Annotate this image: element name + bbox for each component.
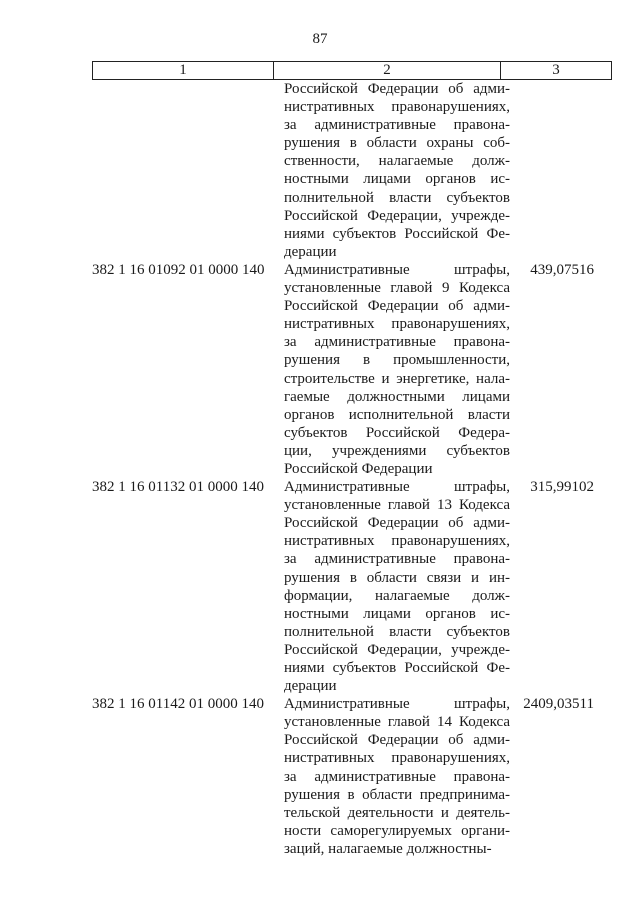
description-line: нистративных правонарушениях,: [284, 750, 510, 767]
description-line: Российской Федерации, учрежде-: [284, 641, 510, 658]
table-row: [92, 80, 612, 261]
description-line: ностными лицами органов ис-: [284, 605, 510, 622]
description-line: ственности, налагаемые долж-: [284, 153, 510, 170]
description-line: за административные правона-: [284, 117, 510, 134]
table-header: [92, 61, 612, 80]
description-line: заций, налагаемые должностны-: [284, 840, 492, 857]
description-line: Российской Федерации, учрежде-: [284, 207, 510, 224]
description-line: рушения в области связи и ин-: [284, 569, 510, 586]
description-line: ниями субъектов Российской Фе-: [284, 660, 510, 676]
description-line: ции, учреждениями субъектов: [284, 442, 510, 459]
description-line: органов исполнительной власти: [284, 406, 510, 423]
description-line: нистративных правонарушениях,: [284, 316, 510, 333]
description-line: за административные правона-: [284, 551, 510, 568]
row-amount: [510, 80, 612, 261]
row-description: [284, 478, 510, 695]
description-line: Административные штрафы,: [284, 479, 510, 496]
description-line: установленные главой 14 Кодекса: [284, 714, 510, 731]
table-row: [92, 695, 612, 858]
description-line: за административные правона-: [284, 334, 510, 351]
table-row: [92, 478, 612, 695]
header-col-3: 3: [552, 62, 560, 78]
description-line: установленные главой 9 Кодекса: [284, 280, 510, 297]
description-line: установленные главой 13 Кодекса: [284, 497, 510, 514]
description-line: рушения в области предпринима-: [284, 786, 510, 803]
description-line: ностными лицами органов ис-: [284, 171, 510, 188]
row-code: 382 1 16 01092 01 0000 140: [92, 261, 265, 278]
row-code: 382 1 16 01142 01 0000 140: [92, 696, 264, 713]
description-line: дерации: [284, 678, 337, 695]
description-line: нистративных правонарушениях,: [284, 533, 510, 550]
row-description: [284, 261, 510, 478]
page-number: 87: [312, 31, 328, 47]
row-code: [92, 80, 284, 261]
row-amount: 2409,03511: [523, 696, 594, 713]
table-body: [92, 80, 612, 858]
description-line: Российской Федерации: [284, 460, 433, 477]
description-line: нистративных правонарушениях,: [284, 99, 510, 116]
description-line: полнительной власти субъектов: [284, 189, 510, 206]
header-col-1: 1: [93, 62, 274, 79]
description-line: рушения в области охраны соб-: [284, 135, 510, 152]
row-code: 382 1 16 01132 01 0000 140: [92, 479, 264, 496]
description-line: Российской Федерации об адми-: [284, 81, 510, 97]
description-line: Российской Федерации об адми-: [284, 515, 510, 532]
table-row: [92, 261, 612, 478]
row-amount: 439,07516: [530, 261, 594, 278]
description-line: Административные штрафы,: [284, 261, 510, 278]
header-col-2: 2: [274, 62, 501, 79]
description-line: Российской Федерации об адми-: [284, 298, 510, 315]
description-line: субъектов Российской Федера-: [284, 424, 510, 441]
description-line: Административные штрафы,: [284, 696, 510, 713]
description-line: гаемые должностными лицами: [284, 388, 510, 405]
row-description: [284, 80, 510, 261]
description-line: тельской деятельности и деятель-: [284, 804, 510, 821]
description-line: строительстве и энергетике, нала-: [284, 370, 510, 387]
row-amount: 315,99102: [530, 479, 594, 496]
description-line: ниями субъектов Российской Фе-: [284, 225, 510, 242]
description-line: формации, налагаемые долж-: [284, 587, 510, 604]
description-line: ности саморегулируемых органи-: [284, 822, 510, 839]
row-description: [284, 695, 510, 858]
description-line: Российской Федерации об адми-: [284, 732, 510, 749]
description-line: рушения в промышленности,: [284, 352, 510, 369]
description-line: за административные правона-: [284, 768, 510, 785]
description-line: дерации: [284, 243, 337, 260]
description-line: полнительной власти субъектов: [284, 623, 510, 640]
